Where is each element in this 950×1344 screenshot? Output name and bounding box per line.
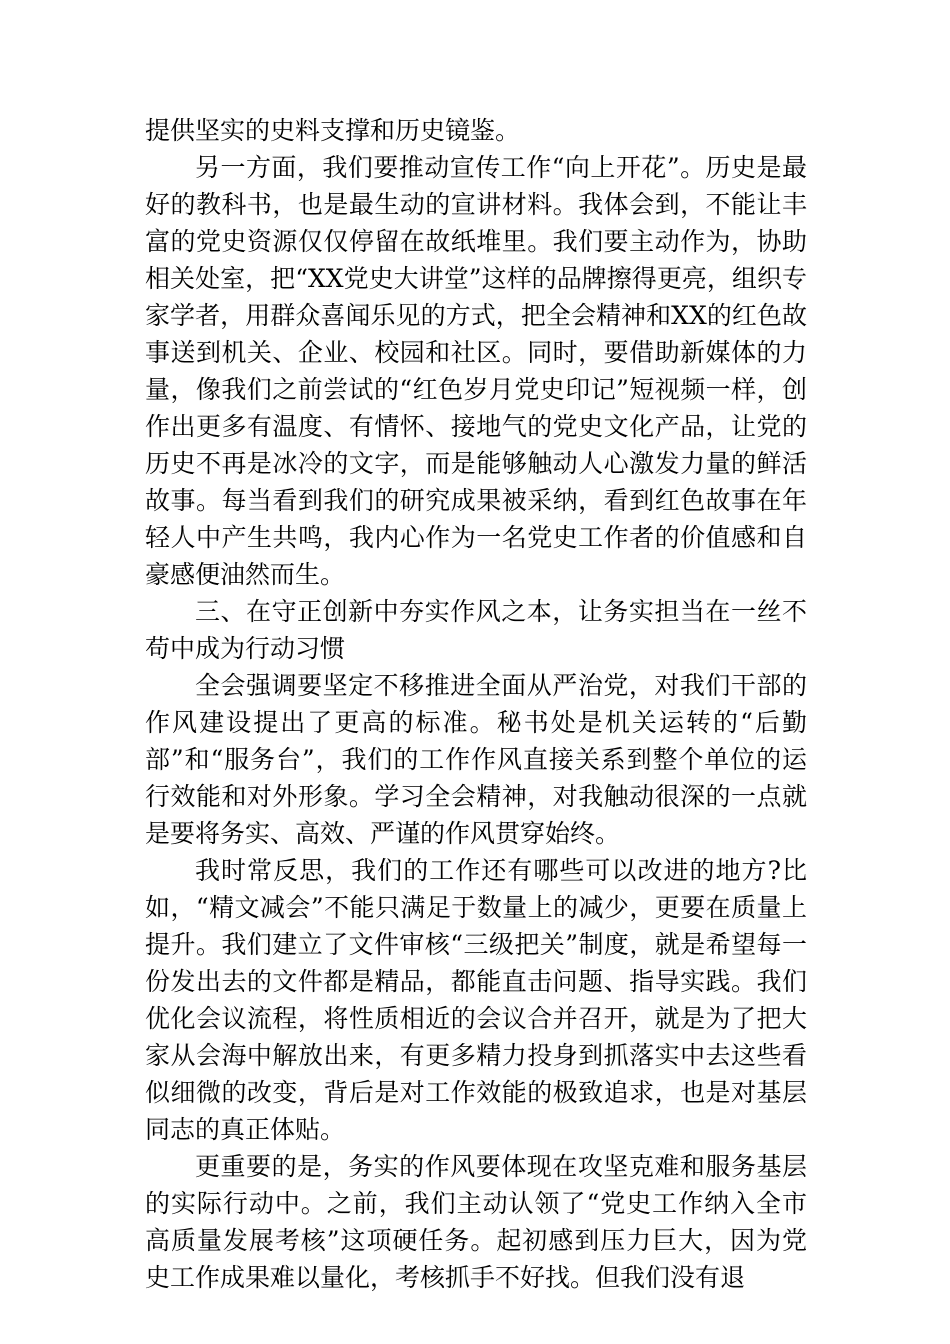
section-three-heading: 三、在守正创新中夯实作风之本，让务实担当在一丝不苟中成为行动习惯 [145,597,807,663]
document-body [145,112,807,1296]
paragraph-continuation: 提供坚实的史料支撑和历史镜鉴。 [145,116,521,145]
paragraph-style-building: 全会强调要坚定不移推进全面从严治党，对我们干部的作风建设提出了更高的标准。秘书处是机关运转的“后勤部”和“服务台”，我们的工作作风直接关系到整个单位的运行效能和对外形象。学习全会精神，对我触动很深的一点就是要将务实、高效、严谨的作风贯穿始终。 [145,671,807,848]
paragraph-more-important: 更重要的是，务实的作风要体现在攻坚克难和服务基层的实际行动中。之前，我们主动认领了“党史工作纳入全市高质量发展考核”这项硬任务。起初感到压力巨大，因为党史工作成果难以量化，考核抓手不好找。但我们没有退 [145,1152,807,1292]
paragraph-publicity: 另一方面，我们要推动宣传工作“向上开花”。历史是最好的教科书，也是最生动的宣讲材料。我体会到，不能让丰富的党史资源仅仅停留在故纸堆里。我们要主动作为，协助相关处室，把“XX党史大讲堂”这样的品牌擦得更亮，组织专家学者，用群众喜闻乐见的方式，把全会精神和XX的红色故事送到机关、企业、校园和社区。同时，要借助新媒体的力量，像我们之前尝试的“红色岁月党史印记”短视频一样，创作出更多有温度、有情怀、接地气的党史文化产品，让党的历史不再是冰冷的文字，而是能够触动人心激发力量的鲜活故事。每当看到我们的研究成果被采纳，看到红色故事在年轻人中产生共鸣，我内心作为一名党史工作者的价值感和自豪感便油然而生。 [145,153,807,589]
paragraph-reflection: 我时常反思，我们的工作还有哪些可以改进的地方?比如，“精文减会”不能只满足于数量上的减少，更要在质量上提升。我们建立了文件审核“三级把关”制度，就是希望每一份发出去的文件都是精品，都能直击问题、指导实践。我们优化会议流程，将性质相近的会议合并召开，就是为了把大家从会海中解放出来，有更多精力投身到抓落实中去这些看似细微的改变，背后是对工作效能的极致追求，也是对基层同志的真正体贴。 [145,856,807,1144]
